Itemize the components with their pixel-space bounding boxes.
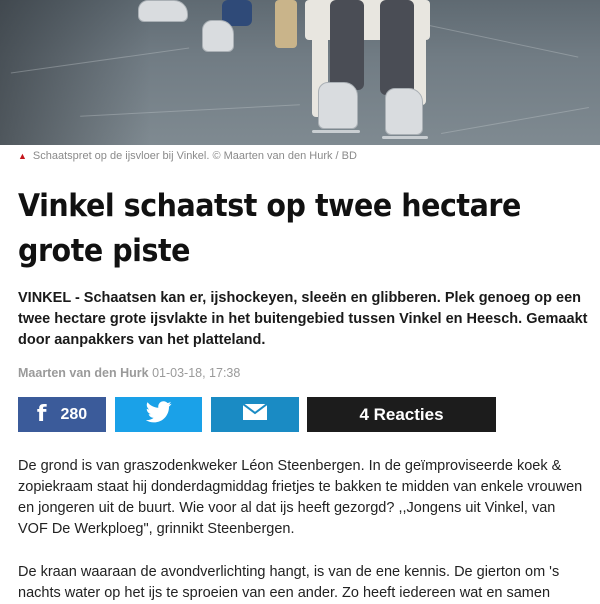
twitter-share-button[interactable]	[115, 397, 202, 432]
skate-right-2	[385, 88, 423, 135]
caption-triangle-icon: ▲	[18, 151, 27, 161]
facebook-icon: f	[36, 402, 47, 427]
reactions-button[interactable]: 4 Reacties	[307, 397, 496, 432]
child-leg	[380, 0, 414, 95]
skate-blade	[382, 136, 428, 139]
photo-shadow	[0, 0, 150, 145]
twitter-icon	[146, 401, 172, 428]
facebook-share-button[interactable]	[18, 397, 106, 432]
caption-text: Schaatspret op de ijsvloer bij Vinkel. © Maarten van den Hurk / BD	[32, 150, 357, 162]
facebook-share-count: 280	[60, 405, 88, 423]
skate-left-2	[202, 20, 234, 52]
child-leg	[330, 0, 364, 90]
article-paragraph: De grond is van graszodenkweker Léon Steenbergen. In de geïmproviseerde koek & zopiekraam staat hij donderdagmiddag frietjes te bakken te midden van enkele vrouwen en jongeren uit de buurt. Wie voor al dat ijs heeft gezorgd? ,,Jongens uit Vinkel, van VOF De Werkploeg", grinnikt Steenbergen.	[18, 458, 583, 537]
article-paragraph: De kraan waaraan de avondverlichting hangt, is van de ene kennis. De gierton om 's nachts water op het ijs te sproeien van een ander. Zo heeft iedereen wat en samen	[18, 564, 560, 601]
mail-share-button[interactable]	[211, 397, 299, 432]
ice-scratch	[422, 23, 579, 57]
ice-scratch	[441, 107, 589, 134]
article-lead: VINKEL - Schaatsen kan er, ijshockeyen, sleeën en glibberen. Plek genoeg op een twee hectare grote ijsvlakte in het buitengebied tussen Vinkel en Heesch. Gemaakt door aanpakkers van het platteland.	[18, 290, 588, 348]
skate-right-1	[318, 82, 358, 129]
byline	[18, 366, 240, 380]
skate-left	[138, 0, 188, 22]
hero-photo	[0, 0, 600, 145]
photo-caption	[18, 150, 357, 162]
article-headline: Vinkel schaatst op twee hectare grote piste	[18, 188, 521, 269]
mail-icon	[243, 404, 267, 425]
author-link[interactable]: Maarten van den Hurk	[18, 366, 149, 380]
chair-leg	[275, 0, 297, 48]
skate-blade	[312, 130, 360, 133]
publish-datetime: 01-03-18, 17:38	[152, 366, 241, 380]
